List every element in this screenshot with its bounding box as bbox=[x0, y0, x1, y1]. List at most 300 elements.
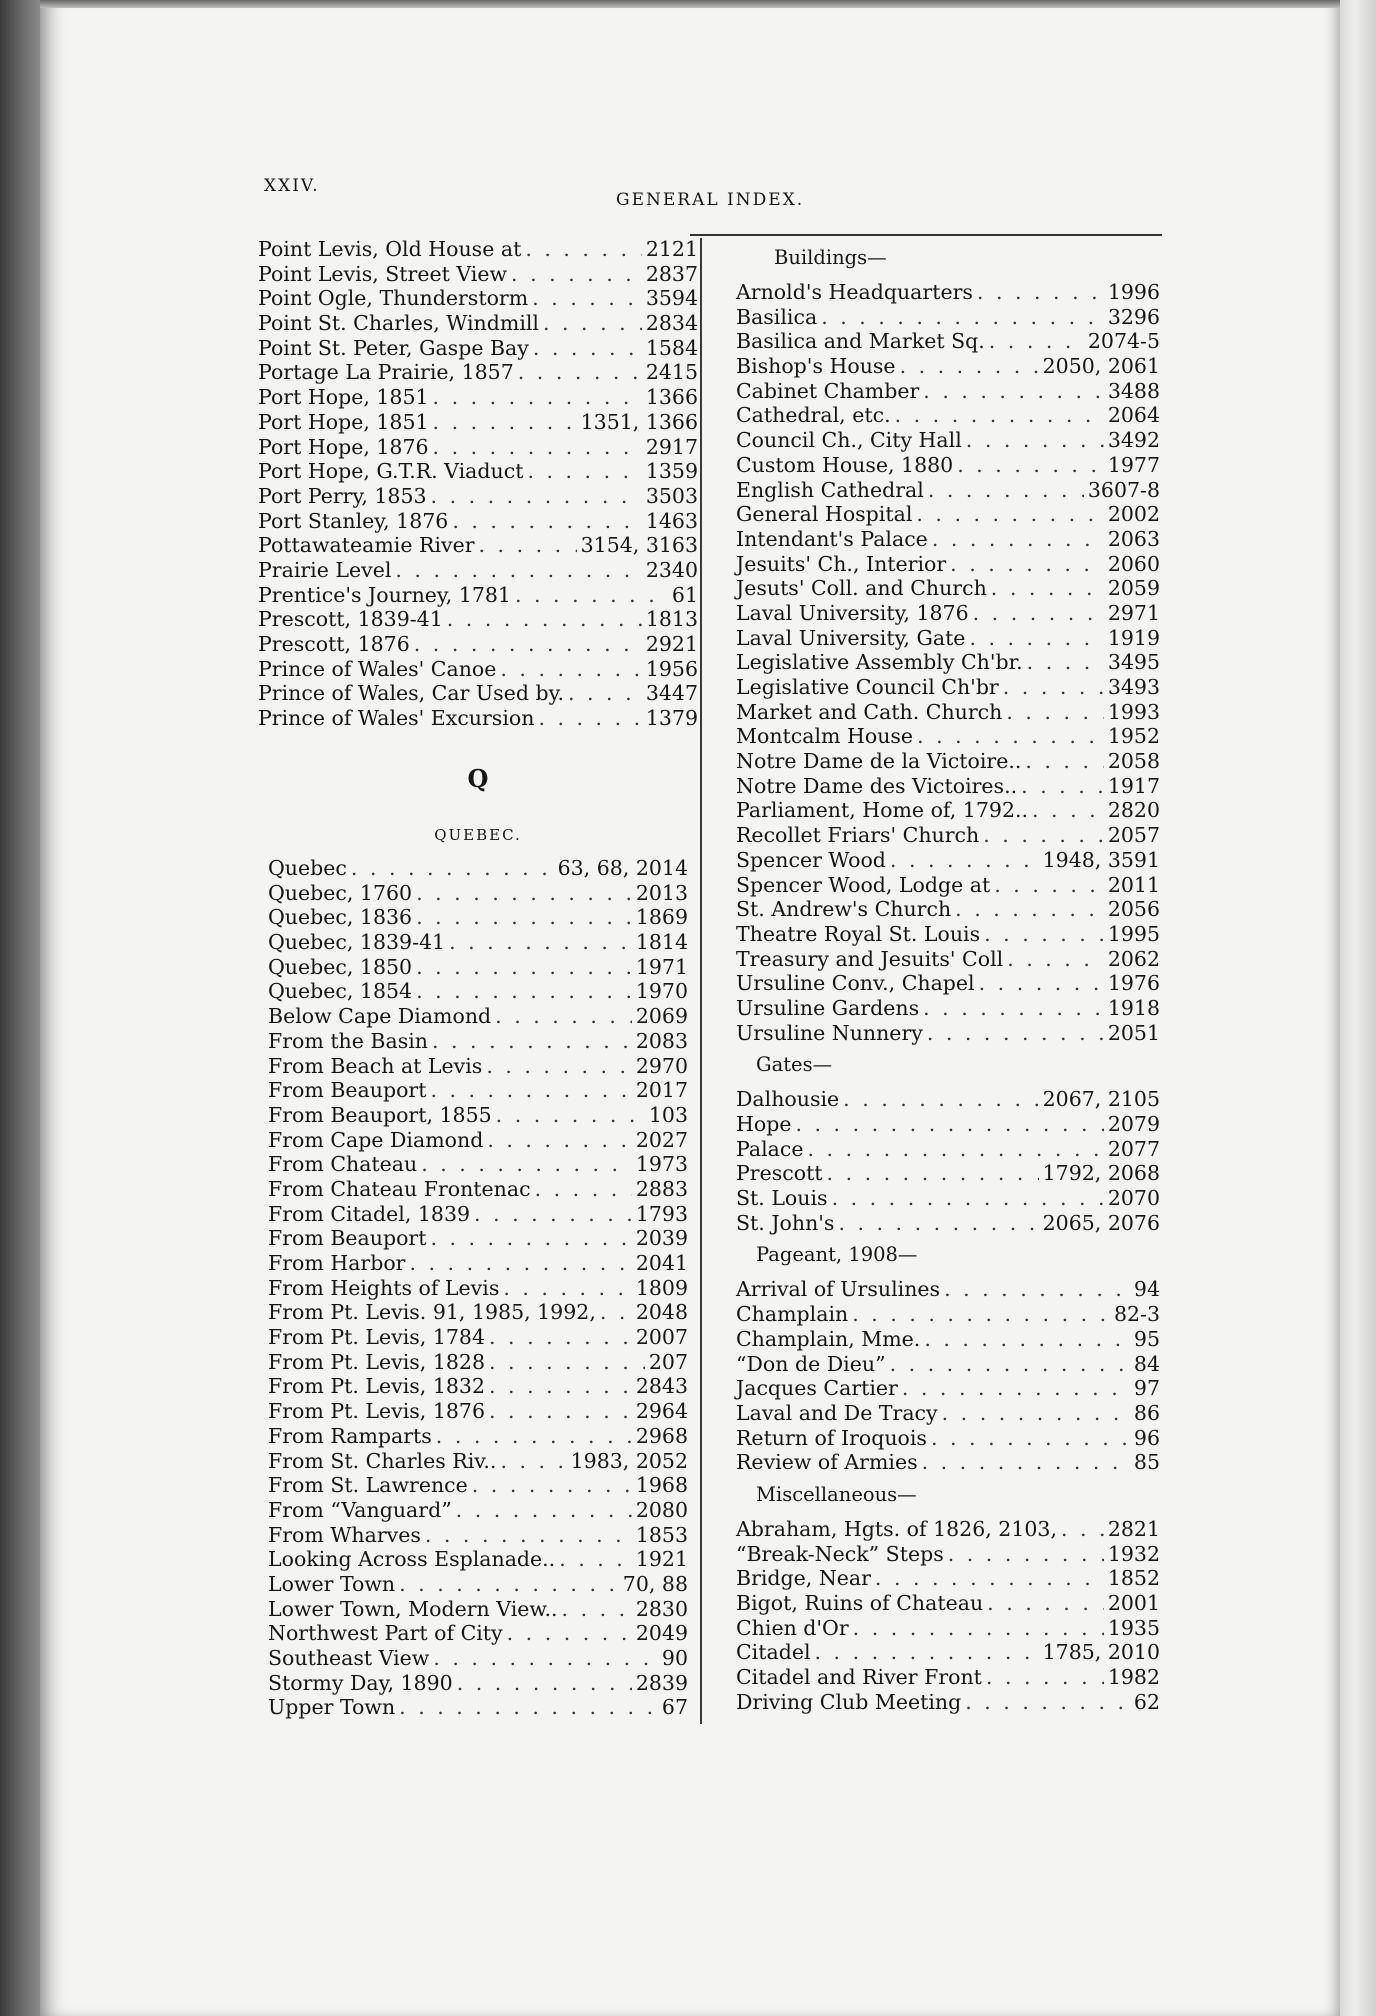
index-entry bbox=[736, 626, 1160, 651]
entry-title: Prince of Wales' Excursion bbox=[258, 706, 535, 731]
index-entry bbox=[736, 1450, 1160, 1475]
leader-dots bbox=[922, 1450, 1130, 1474]
entry-page-numbers: 1351, 1366 bbox=[580, 409, 698, 434]
leader-dots bbox=[979, 971, 1104, 995]
leader-dots bbox=[433, 1646, 658, 1670]
entry-title: Quebec, 1836 bbox=[268, 905, 413, 930]
entry-page-numbers: 2883 bbox=[635, 1176, 688, 1201]
leader-dots bbox=[447, 607, 642, 631]
index-entry bbox=[736, 576, 1160, 601]
leader-dots bbox=[955, 897, 1104, 921]
index-entry bbox=[736, 947, 1160, 972]
entry-page-numbers: 2056 bbox=[1107, 897, 1160, 922]
entry-title: Prescott bbox=[736, 1161, 823, 1186]
running-head-title: GENERAL INDEX. bbox=[616, 190, 805, 210]
pageant-list bbox=[736, 1277, 1160, 1475]
leader-dots bbox=[1021, 774, 1104, 798]
quebec-list bbox=[268, 856, 688, 1720]
entry-page-numbers: 1971 bbox=[635, 954, 688, 979]
entry-page-numbers: 1932 bbox=[1107, 1541, 1160, 1566]
entry-title: Prince of Wales, Car Used by. bbox=[258, 681, 564, 706]
index-entry bbox=[268, 1671, 688, 1696]
entry-page-numbers: 2007 bbox=[635, 1325, 688, 1350]
index-entry bbox=[736, 1021, 1160, 1046]
index-entry bbox=[736, 527, 1160, 552]
index-entry bbox=[268, 1498, 688, 1523]
leader-dots bbox=[511, 262, 642, 286]
entry-page-numbers: 61 bbox=[671, 582, 698, 607]
entry-page-numbers: 2830 bbox=[635, 1596, 688, 1621]
index-entry bbox=[268, 1523, 688, 1548]
leader-dots bbox=[568, 681, 642, 705]
entry-title: Spencer Wood bbox=[736, 847, 886, 872]
entry-title: Prentice's Journey, 1781 bbox=[258, 582, 511, 607]
entry-title: Cabinet Chamber bbox=[736, 378, 920, 403]
index-entry bbox=[258, 435, 698, 460]
index-entry bbox=[736, 1665, 1160, 1690]
leader-dots bbox=[416, 979, 632, 1003]
leader-dots bbox=[431, 484, 642, 508]
entry-title: English Cathedral bbox=[736, 477, 924, 502]
index-entry bbox=[268, 1597, 688, 1622]
entry-title: From Pt. Levis, 1832 bbox=[268, 1374, 485, 1399]
entry-title: Jesuts' Coll. and Church bbox=[736, 576, 987, 601]
index-entry bbox=[736, 1517, 1160, 1542]
index-entry bbox=[736, 428, 1160, 453]
index-entry bbox=[268, 1695, 688, 1720]
entry-title: From Pt. Levis, 1784 bbox=[268, 1325, 485, 1350]
index-entry bbox=[268, 856, 688, 881]
entry-page-numbers: 1814 bbox=[635, 930, 688, 955]
section-letter: Q bbox=[467, 764, 489, 793]
entry-title: Southeast View bbox=[268, 1646, 430, 1670]
entry-page-numbers: 96 bbox=[1133, 1425, 1160, 1450]
entry-page-numbers: 84 bbox=[1133, 1351, 1160, 1376]
entry-title: From Wharves bbox=[268, 1522, 421, 1547]
entry-page-numbers: 1809 bbox=[635, 1275, 688, 1300]
leader-dots bbox=[969, 626, 1103, 650]
leader-dots bbox=[425, 1523, 632, 1547]
leader-dots bbox=[973, 601, 1104, 625]
leader-dots bbox=[433, 435, 642, 459]
entry-page-numbers: 1584 bbox=[645, 335, 698, 360]
index-entry bbox=[258, 607, 698, 632]
leader-dots bbox=[916, 502, 1103, 526]
leader-dots bbox=[562, 1597, 632, 1621]
entry-page-numbers: 1869 bbox=[635, 905, 688, 930]
leader-dots bbox=[923, 379, 1104, 403]
index-entry bbox=[268, 1473, 688, 1498]
entry-page-numbers: 3492 bbox=[1107, 428, 1160, 453]
index-entry bbox=[736, 1640, 1160, 1665]
leader-dots bbox=[931, 1426, 1130, 1450]
entry-page-numbers: 2057 bbox=[1107, 823, 1160, 848]
entry-title: Dalhousie bbox=[736, 1087, 840, 1112]
leader-dots bbox=[525, 237, 642, 261]
leader-dots bbox=[495, 1004, 632, 1028]
index-entry bbox=[268, 979, 688, 1004]
entry-page-numbers: 1983, 2052 bbox=[570, 1448, 688, 1473]
index-entry bbox=[736, 1327, 1160, 1352]
entry-title: Pottawateamie River bbox=[258, 533, 475, 558]
entry-page-numbers: 3493 bbox=[1107, 675, 1160, 699]
entry-page-numbers: 3488 bbox=[1107, 378, 1160, 403]
leader-dots bbox=[890, 1352, 1130, 1376]
entry-title: Champlain bbox=[736, 1302, 849, 1327]
entry-title: Arnold's Headquarters bbox=[736, 280, 973, 304]
scan-edge-left bbox=[0, 0, 40, 2016]
entry-page-numbers: 1379 bbox=[645, 706, 698, 731]
entry-page-numbers: 2415 bbox=[645, 360, 698, 385]
entry-title: From Heights of Levis bbox=[268, 1275, 500, 1300]
entry-page-numbers: 1973 bbox=[635, 1152, 688, 1177]
entry-page-numbers: 1463 bbox=[645, 508, 698, 533]
entry-page-numbers: 2070 bbox=[1107, 1186, 1160, 1211]
index-entry bbox=[258, 336, 698, 361]
index-entry bbox=[736, 1542, 1160, 1567]
entry-page-numbers: 1918 bbox=[1107, 995, 1160, 1020]
leader-dots bbox=[496, 1103, 645, 1127]
misc-list bbox=[736, 1517, 1160, 1715]
index-entry bbox=[258, 681, 698, 706]
leader-dots bbox=[984, 922, 1104, 946]
leader-dots bbox=[414, 632, 642, 656]
leader-dots bbox=[399, 1695, 658, 1719]
entry-page-numbers: 2069 bbox=[635, 1004, 688, 1029]
index-entry bbox=[736, 922, 1160, 947]
index-entry bbox=[736, 700, 1160, 725]
scan-top-edge bbox=[40, 0, 1340, 8]
index-entry bbox=[268, 1350, 688, 1375]
index-entry bbox=[268, 1399, 688, 1424]
index-entry bbox=[268, 1572, 688, 1597]
leader-dots bbox=[449, 930, 632, 954]
index-entry bbox=[736, 305, 1160, 330]
entry-title: From Pt. Levis. 91, 1985, 1992, bbox=[268, 1300, 596, 1325]
leader-dots bbox=[966, 428, 1104, 452]
index-entry bbox=[268, 1300, 688, 1325]
entry-title: Port Hope, 1851 bbox=[258, 385, 429, 410]
leader-dots bbox=[944, 1277, 1130, 1301]
entry-page-numbers: 1956 bbox=[645, 656, 698, 681]
entry-title: Return of Iroquois bbox=[736, 1425, 927, 1450]
entry-page-numbers: 1976 bbox=[1107, 971, 1160, 996]
leader-dots bbox=[543, 311, 642, 335]
index-entry bbox=[268, 1103, 688, 1128]
leader-dots bbox=[1032, 798, 1104, 822]
entry-page-numbers: 2970 bbox=[635, 1053, 688, 1078]
leader-dots bbox=[965, 1690, 1130, 1714]
entry-page-numbers: 1995 bbox=[1107, 921, 1160, 946]
entry-title: Quebec, 1760 bbox=[268, 880, 413, 905]
entry-title: Basilica bbox=[736, 304, 818, 329]
leader-dots bbox=[527, 459, 641, 483]
entry-page-numbers: 2340 bbox=[645, 557, 698, 582]
entry-page-numbers: 86 bbox=[1133, 1400, 1160, 1425]
index-entry bbox=[736, 1302, 1160, 1327]
leader-dots bbox=[538, 706, 641, 730]
index-entry bbox=[736, 1401, 1160, 1426]
index-entry bbox=[736, 1087, 1160, 1112]
entry-page-numbers: 2058 bbox=[1107, 749, 1160, 774]
page-number: XXIV. bbox=[264, 176, 320, 196]
entry-title: Hope bbox=[736, 1112, 792, 1136]
entry-title: Laval University, Gate bbox=[736, 625, 966, 650]
index-entry bbox=[268, 1177, 688, 1202]
entry-page-numbers: 1792, 2068 bbox=[1042, 1161, 1160, 1186]
leader-dots bbox=[957, 453, 1104, 477]
entry-page-numbers: 2067, 2105 bbox=[1042, 1087, 1160, 1112]
leader-dots bbox=[1061, 1517, 1104, 1541]
entry-page-numbers: 1853 bbox=[635, 1522, 688, 1547]
index-entry bbox=[268, 1276, 688, 1301]
entry-page-numbers: 3447 bbox=[645, 681, 698, 706]
index-entry bbox=[268, 1152, 688, 1177]
index-entry bbox=[258, 459, 698, 484]
index-entry bbox=[736, 971, 1160, 996]
entry-title: From Chateau bbox=[268, 1152, 418, 1177]
entry-page-numbers: 2079 bbox=[1107, 1112, 1160, 1136]
entry-page-numbers: 207 bbox=[648, 1349, 688, 1374]
entry-page-numbers: 2062 bbox=[1107, 946, 1160, 971]
entry-title: Montcalm House bbox=[736, 724, 914, 749]
index-entry bbox=[736, 1161, 1160, 1186]
entry-title: Laval University, 1876 bbox=[736, 600, 969, 625]
leader-dots bbox=[827, 1161, 1039, 1185]
entry-title: Laval and De Tracy bbox=[736, 1400, 938, 1425]
entry-page-numbers: 97 bbox=[1133, 1376, 1160, 1401]
index-entry bbox=[736, 1376, 1160, 1401]
entry-page-numbers: 85 bbox=[1133, 1450, 1160, 1475]
entry-title: Abraham, Hgts. of 1826, 2103, bbox=[736, 1516, 1057, 1541]
index-entry bbox=[268, 1054, 688, 1079]
entry-page-numbers: 3607-8 bbox=[1087, 477, 1160, 502]
leader-dots bbox=[395, 558, 641, 582]
entry-page-numbers: 67 bbox=[661, 1695, 688, 1720]
column-divider bbox=[700, 238, 702, 1724]
entry-page-numbers: 2017 bbox=[635, 1078, 688, 1103]
leader-dots bbox=[1003, 675, 1104, 699]
entry-title: Intendant's Palace bbox=[736, 526, 928, 551]
leader-dots bbox=[987, 1591, 1104, 1615]
index-entry bbox=[258, 533, 698, 558]
entry-page-numbers: 1977 bbox=[1107, 452, 1160, 477]
leader-dots bbox=[457, 1671, 632, 1695]
index-entry bbox=[268, 955, 688, 980]
leader-dots bbox=[436, 1424, 632, 1448]
index-entry bbox=[736, 403, 1160, 428]
index-entry bbox=[736, 848, 1160, 873]
entry-title: From St. Charles Riv.. bbox=[268, 1448, 497, 1473]
entry-page-numbers: 2065, 2076 bbox=[1042, 1210, 1160, 1235]
index-entry bbox=[736, 601, 1160, 626]
entry-title: Spencer Wood, Lodge at bbox=[736, 872, 991, 897]
entry-title: Point Ogle, Thunderstorm bbox=[258, 286, 529, 311]
entry-title: Review of Armies bbox=[736, 1450, 918, 1475]
entry-title: Jesuits' Ch., Interior bbox=[736, 551, 947, 576]
entry-page-numbers: 2060 bbox=[1107, 551, 1160, 576]
entry-page-numbers: 1968 bbox=[635, 1473, 688, 1498]
entry-title: From Ramparts bbox=[268, 1423, 432, 1448]
entry-title: Arrival of Ursulines bbox=[736, 1277, 941, 1302]
leader-dots bbox=[994, 873, 1104, 897]
leader-dots bbox=[821, 305, 1104, 329]
leader-dots bbox=[986, 1665, 1104, 1689]
leader-dots bbox=[983, 823, 1104, 847]
entry-title: Prince of Wales' Canoe bbox=[258, 656, 497, 681]
entry-title: Theatre Royal St. Louis bbox=[736, 921, 981, 946]
entry-title: Council Ch., City Hall bbox=[736, 428, 962, 453]
leader-dots bbox=[977, 280, 1104, 304]
entry-page-numbers: 2041 bbox=[635, 1251, 688, 1275]
leader-dots bbox=[535, 1177, 632, 1201]
entry-title: Notre Dame de la Victoire.. bbox=[736, 749, 1022, 774]
entry-title: Bridge, Near bbox=[736, 1566, 871, 1591]
index-entry bbox=[736, 478, 1160, 503]
index-entry bbox=[736, 280, 1160, 305]
leader-dots bbox=[853, 1616, 1104, 1640]
entry-page-numbers: 1982 bbox=[1107, 1665, 1160, 1690]
leader-dots bbox=[416, 905, 632, 929]
entry-title: From Chateau Frontenac bbox=[268, 1176, 531, 1201]
leader-dots bbox=[474, 1202, 632, 1226]
entry-page-numbers: 3296 bbox=[1107, 304, 1160, 329]
leader-dots bbox=[452, 509, 642, 533]
index-entry bbox=[736, 724, 1160, 749]
entry-page-numbers: 90 bbox=[661, 1646, 688, 1670]
right-column bbox=[736, 246, 1160, 1714]
leader-dots bbox=[1025, 749, 1103, 773]
index-entry bbox=[258, 583, 698, 608]
entry-title: From St. Lawrence bbox=[268, 1473, 468, 1498]
entry-page-numbers: 2074-5 bbox=[1087, 329, 1160, 354]
leader-dots bbox=[815, 1640, 1039, 1664]
leader-dots bbox=[503, 1276, 631, 1300]
index-entry bbox=[258, 385, 698, 410]
entry-title: From Pt. Levis, 1828 bbox=[268, 1349, 485, 1374]
leader-dots bbox=[430, 1078, 631, 1102]
entry-page-numbers: 103 bbox=[648, 1102, 688, 1127]
entry-page-numbers: 2921 bbox=[645, 632, 698, 656]
index-entry bbox=[258, 706, 698, 731]
leader-dots bbox=[487, 1128, 632, 1152]
index-entry bbox=[268, 1646, 688, 1671]
header-rule bbox=[690, 234, 1162, 236]
leader-dots bbox=[950, 552, 1104, 576]
entry-page-numbers: 2080 bbox=[635, 1497, 688, 1522]
entry-title: Looking Across Esplanade.. bbox=[268, 1547, 556, 1572]
entry-title: Custom House, 1880 bbox=[736, 452, 954, 477]
entry-title: Point Levis, Old House at bbox=[258, 237, 522, 261]
entry-title: Chien d'Or bbox=[736, 1615, 849, 1640]
entry-title: From Citadel, 1839 bbox=[268, 1201, 471, 1226]
entry-page-numbers: 2968 bbox=[635, 1423, 688, 1448]
entry-page-numbers: 2048 bbox=[635, 1300, 688, 1325]
entry-title: Point Levis, Street View bbox=[258, 261, 508, 286]
entry-page-numbers: 1921 bbox=[635, 1547, 688, 1572]
leader-dots bbox=[416, 881, 632, 905]
index-entry bbox=[736, 1426, 1160, 1451]
left-column-top-list bbox=[258, 237, 698, 731]
entry-title: “Don de Dieu” bbox=[736, 1351, 886, 1376]
entry-page-numbers: 62 bbox=[1133, 1689, 1160, 1714]
leader-dots bbox=[421, 1152, 632, 1176]
index-entry bbox=[736, 552, 1160, 577]
index-entry bbox=[736, 1352, 1160, 1377]
index-entry bbox=[258, 558, 698, 583]
leader-dots bbox=[489, 1374, 632, 1398]
entry-title: Notre Dame des Victoires.. bbox=[736, 773, 1018, 798]
entry-page-numbers: 1993 bbox=[1107, 699, 1160, 724]
index-entry bbox=[268, 1424, 688, 1449]
entry-title: Quebec, 1854 bbox=[268, 979, 413, 1004]
entry-title: Quebec, 1839-41 bbox=[268, 930, 446, 955]
index-entry bbox=[258, 286, 698, 311]
section-title: QUEBEC. bbox=[434, 826, 522, 844]
leader-dots bbox=[895, 403, 1104, 427]
index-entry bbox=[268, 1004, 688, 1029]
entry-title: Upper Town bbox=[268, 1695, 396, 1720]
index-entry bbox=[258, 484, 698, 509]
entry-title: Prescott, 1839-41 bbox=[258, 607, 443, 632]
entry-title: Point St. Charles, Windmill bbox=[258, 311, 539, 336]
leader-dots bbox=[917, 724, 1104, 748]
leader-dots bbox=[843, 1087, 1038, 1111]
entry-page-numbers: 63, 68, 2014 bbox=[557, 856, 688, 880]
entry-title: Port Perry, 1853 bbox=[258, 483, 427, 508]
index-entry bbox=[736, 1566, 1160, 1591]
leader-dots bbox=[533, 336, 642, 360]
entry-page-numbers: 95 bbox=[1133, 1326, 1160, 1351]
entry-page-numbers: 2837 bbox=[645, 261, 698, 286]
entry-page-numbers: 2039 bbox=[635, 1226, 688, 1251]
leader-dots bbox=[500, 1449, 566, 1473]
entry-title: Ursuline Gardens bbox=[736, 995, 920, 1020]
entry-title: Quebec bbox=[268, 856, 347, 880]
entry-title: From the Basin bbox=[268, 1028, 428, 1053]
entry-title: Port Hope, 1876 bbox=[258, 434, 429, 459]
entry-title: Prairie Level bbox=[258, 557, 392, 582]
leader-dots bbox=[416, 955, 632, 979]
index-entry bbox=[258, 360, 698, 385]
leader-dots bbox=[991, 576, 1104, 600]
entry-page-numbers: 1948, 3591 bbox=[1042, 847, 1160, 872]
entry-title: Recollet Friars' Church bbox=[736, 823, 980, 848]
index-entry bbox=[736, 379, 1160, 404]
leader-dots bbox=[902, 1376, 1130, 1400]
index-entry bbox=[736, 823, 1160, 848]
entry-title: Lower Town bbox=[268, 1571, 396, 1596]
entry-page-numbers: 2820 bbox=[1107, 798, 1160, 823]
index-entry bbox=[736, 873, 1160, 898]
entry-page-numbers: 1970 bbox=[635, 979, 688, 1004]
entry-page-numbers: 1917 bbox=[1107, 773, 1160, 798]
entry-page-numbers: 2001 bbox=[1107, 1591, 1160, 1615]
entry-title: From Beauport, 1855 bbox=[268, 1102, 492, 1127]
leader-dots bbox=[479, 533, 577, 557]
pageant-heading: Pageant, 1908— bbox=[756, 1243, 918, 1267]
index-entry bbox=[258, 311, 698, 336]
entry-title: Below Cape Diamond bbox=[268, 1004, 492, 1029]
entry-title: Port Hope, 1851 bbox=[258, 409, 429, 434]
leader-dots bbox=[489, 1399, 632, 1423]
leader-dots bbox=[852, 1302, 1110, 1326]
index-entry bbox=[268, 930, 688, 955]
entry-title: St. Andrew's Church bbox=[736, 897, 952, 922]
entry-title: Port Hope, G.T.R. Viaduct bbox=[258, 459, 524, 484]
leader-dots bbox=[489, 1350, 645, 1374]
leader-dots bbox=[351, 856, 554, 880]
